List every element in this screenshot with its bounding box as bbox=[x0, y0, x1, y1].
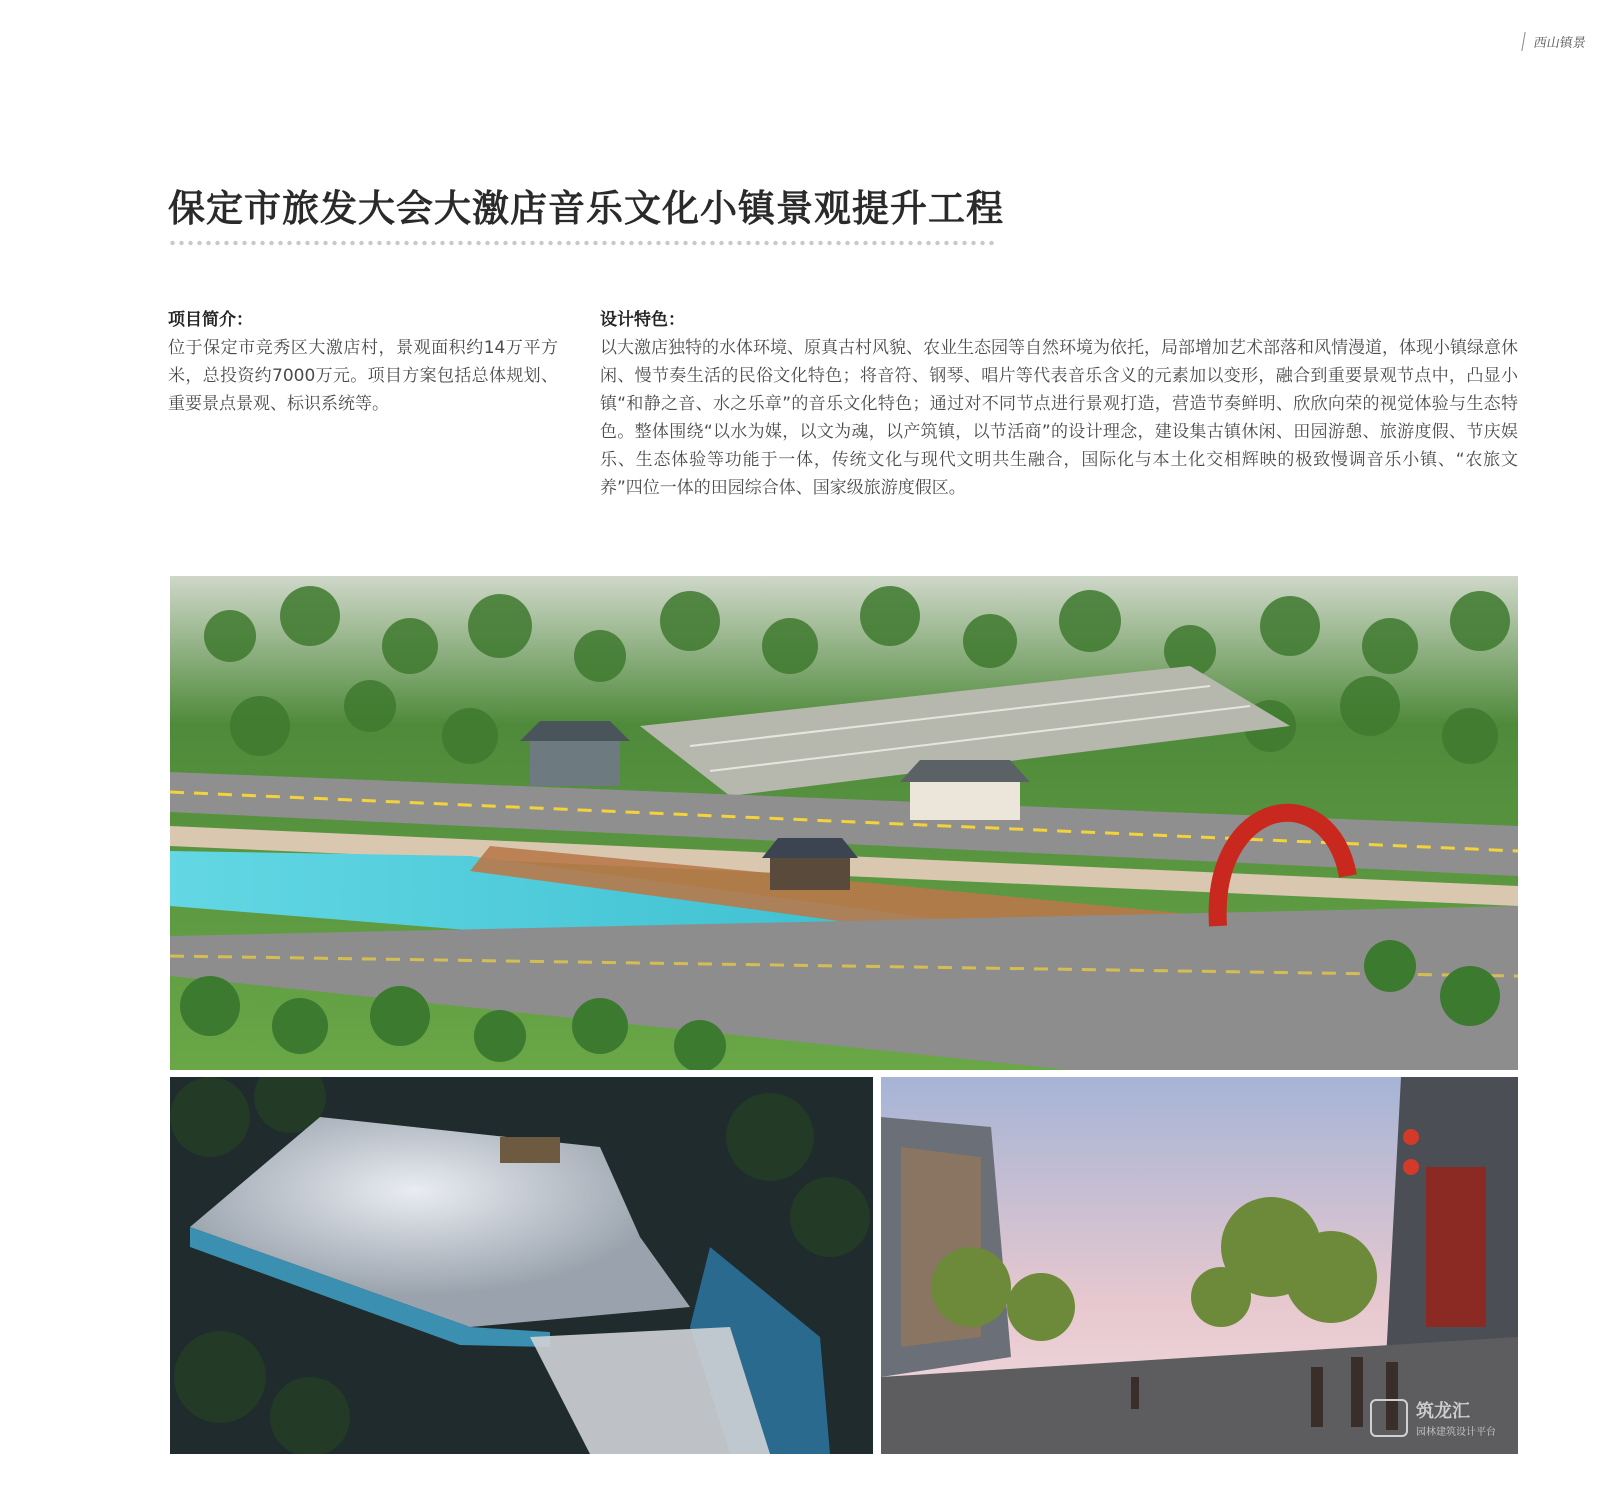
night-aerial-rendering bbox=[170, 1077, 873, 1454]
project-intro-text: 位于保定市竞秀区大激店村，景观面积约14万平方米，总投资约7000万元。项目方案包括总体规划、重要景点景观、标识系统等。 bbox=[168, 338, 558, 414]
dotted-divider bbox=[168, 240, 996, 246]
design-features-text: 以大激店独特的水体环境、原真古村风貌、农业生态园等自然环境为依托，局部增加艺术部落和风情漫道，体现小镇绿意休闲、慢节奏生活的民俗文化特色；将音符、钢琴、唱片等代表音乐含义的元素加以变形，融合到重要景观节点中，凸显小镇“和静之音、水之乐章”的音乐文化特色；通过对不同节点进行景观打造，营造节奏鲜明、欣欣向荣的视觉体验与生态特色。整体围绕“以水为媒，以文为魂，以产筑镇，以节活商”的设计理念，建设集古镇休闲、田园游憩、旅游度假、节庆娱乐、生态体验等功能于一体，传统文化与现代文明共生融合，国际化与本土化交相辉映的极致慢调音乐小镇、“农旅文养”四位一体的田园综合体、国家级旅游度假区。 bbox=[600, 338, 1518, 498]
page-title: 保定市旅发大会大激店音乐文化小镇景观提升工程 bbox=[168, 187, 1004, 230]
watermark bbox=[1370, 1397, 1496, 1438]
watermark-brand: 筑龙汇 bbox=[1416, 1401, 1470, 1422]
design-features-section bbox=[600, 305, 1518, 502]
street-view-rendering bbox=[881, 1077, 1518, 1454]
corner-section-tag: 西山镇景 bbox=[1521, 32, 1587, 51]
aerial-rendering-main bbox=[170, 576, 1518, 1070]
design-features-heading: 设计特色： bbox=[600, 310, 685, 330]
watermark-subtitle: 园林建筑设计平台 bbox=[1416, 1427, 1496, 1438]
project-intro-heading: 项目简介： bbox=[168, 310, 253, 330]
project-intro-section bbox=[168, 305, 558, 418]
watermark-logo-icon bbox=[1370, 1399, 1408, 1437]
